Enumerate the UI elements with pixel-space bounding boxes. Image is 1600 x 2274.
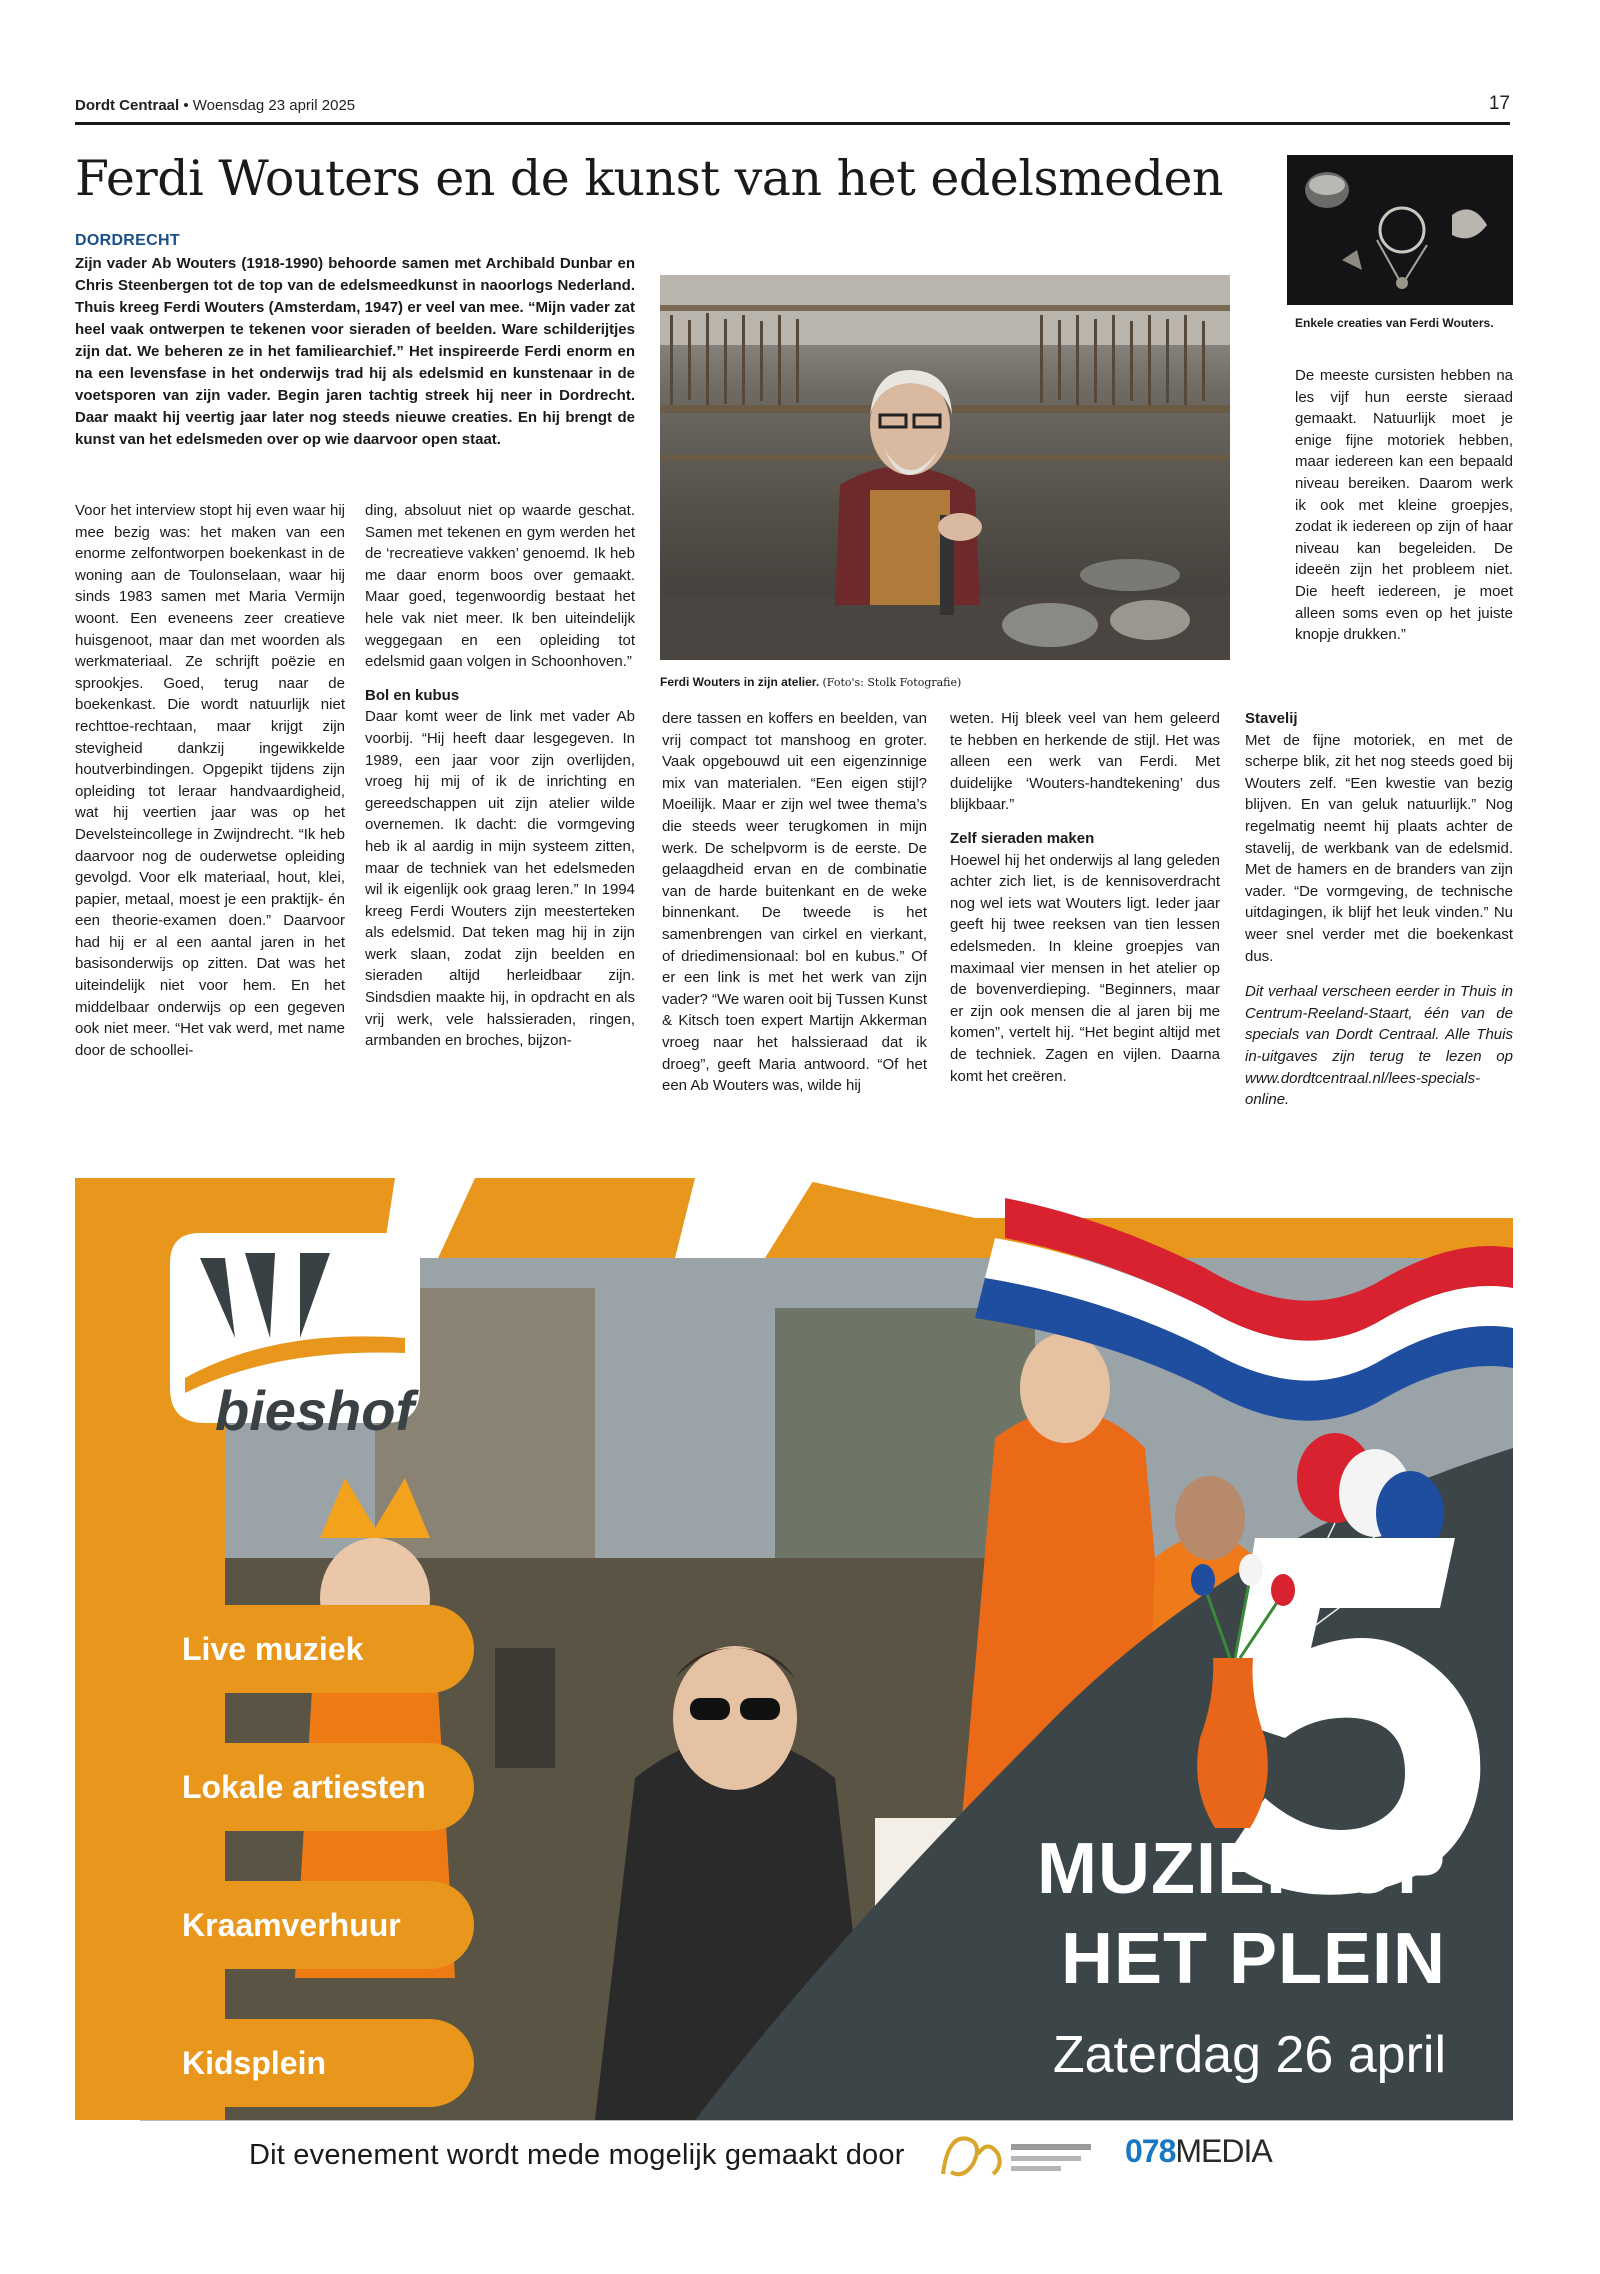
article-headline: Ferdi Wouters en de kunst van het edelsmeden xyxy=(75,150,1223,207)
page-header-meta xyxy=(75,97,355,114)
article-column-5 xyxy=(1245,708,1513,1111)
page-number: 17 xyxy=(1488,93,1510,114)
advertisement-bieshof[interactable] xyxy=(75,1178,1513,2194)
column-2-text-b: Daar komt weer de link met vader Ab voorbij. “Hij heeft daar lesgegeven. In 1989, een jaar voor zijn overlijden, vroeg hij mij of ik de inrichting en gereedschappen uit zijn atelier wilde overnemen. Ik dacht: die vormgeving heb ik al aardig in mijn systeem zitten, maar de techniek van het edelsmeden wil ik eigenlijk ook graag leren.” In 1994 kreeg Ferdi Wouters zijn meesterteken als edelsmid. Dat teken mag hij in zijn werk slaan, zodat zijn beelden en sieraden altijd herleidbaar zijn. Sindsdien maakte hij, in opdracht en als vrij werk, vele halssieraden, ringen, armbanden en broches, bijzon- xyxy=(365,708,635,1050)
078-logo-number: 078 xyxy=(1125,2133,1176,2169)
ad-sponsor-bar xyxy=(75,2120,1513,2194)
078-logo-word: MEDIA xyxy=(1175,2133,1272,2169)
column-3-text: dere tassen en koffers en beelden, van vrij compact tot manshoog en groter. Vaak opgebouwd uit een eigenzinnige mix van materialen. “Een eigen stijl? Moeilijk. Maar er zijn wel twee thema’s die steeds weer terugkomen in mijn werk. De schelpvorm is de eerste. De gelaagdheid ervan en de combinatie van de harde buitenkant en de weke binnenkant. De tweede is het samenbrengen van cirkel en vierkant, of driedimensionaal: bol en kubus.” Of er een link is met het werk van zijn vader? “We waren ooit bij Tussen Kunst & Kitsch toen expert Martijn Akkerman vroeg naar het halssieraad dat ik droeg”, geeft Maria antwoord. “Of het een Ab Wouters was, wilde hij xyxy=(662,710,927,1095)
photo-main-caption xyxy=(660,675,961,689)
column-2-text-a: ding, absoluut niet op waarde geschat. Samen met tekenen en gym werden het de ‘recreatieve vakken’ genoemd. Ik heb me daar enorm boos over gemaakt. Maar goed, tegenwoordig bestaat het hele vak niet meer. Ik ben uiteindelijk weggegaan en een opleiding tot edelsmid gaan volgen in Schoonhoven.” xyxy=(365,502,635,671)
article-intro: Zijn vader Ab Wouters (1918-1990) behoorde samen met Archibald Dunbar en Chris Steenbergen tot de top van de edelsmeedkunst in naoorlogs Nederland. Thuis kreeg Ferdi Wouters (Amsterdam, 1947) er veel van mee. “Mijn vader zat heel vaak ontwerpen te tekenen voor sieraden of beelden. Ware schilderijtjes zijn dat. We beheren ze in het familiearchief.” Het inspireerde Ferdi enorm en na een levensfase in het onderwijs trad hij als edelsmid en kunstenaar in de voetsporen van zijn vader. Begin jaren tachtig streek hij neer in Dordrecht. Daar maakt hij veertig jaar later nog steeds nieuwe creaties. En hij brengt de kunst van het edelsmeden over op wie daarvoor open staat. xyxy=(75,255,635,448)
column-5-text: Met de fijne motoriek, en met de scherpe blik, zit het nog steeds goed bij Wouters zelf. “Een kwestie van bezig blijven. En van geluk natuurlijk.” Nog regelmatig neemt hij plaats achter de stavelij, de werkbank van de edelsmid. Met de hamers en de branders van zijn vader. “De vormgeving, de technische uitdagingen, ik blijf het leuk vinden.” Nu weer snel verder met die boekenkast dus. xyxy=(1245,731,1513,965)
article-column-4 xyxy=(950,708,1220,1087)
feature-pill-kidsplein: Kidsplein xyxy=(142,2019,474,2107)
header-separator: • xyxy=(179,97,193,114)
article-dateline: DORDRECHT xyxy=(75,232,180,249)
column-1-text: Voor het interview stopt hij even waar hij mee bezig was: het maken van een enorme zelfontworpen boekenkast in de woning aan de Toulonselaan, waar hij sinds 1983 samen met Maria Vermijn woont. Een eveneens zeer creatieve huisgenoot, maar dan met woorden als werkmateriaal. Ze schrijft poëzie en sprookjes. Goed, terug naar de boekenkast. Die wordt natuurlijk niet rechttoe-rechtaan, maar krijgt zijn stevigheid dankzij ingewikkelde houtverbindingen. Opgepikt tijdens zijn opleiding tot leraar handvaardigheid, wat hij veertien jaar was op het Develsteincollege in Zwijndrecht. “Ik heb daarvoor nog de ouderwetse opleiding gevolgd. Voor elk materiaal, hout, klei, papier, metaal, moest je een praktijk- én een theorie-examen doen.” Daarvoor had hij er al een aantal jaren in het basisonderwijs op zitten. Dat was het uiteindelijk niet voor hem. En het middelbaar onderwijs op een gegeven ook niet meer. “Het vak werd, met name door de schoollei- xyxy=(75,502,345,1059)
column-side-text: De meeste cursisten hebben na les vijf hun eerste sieraad gemaakt. Natuurlijk moet je enige fijne motoriek hebben, maar iedereen kan een bepaald niveau bereiken. Daarom werk ik ook met kleine groepjes, zodat ik iedereen op zijn of haar niveau kan begeleiden. De ideeën zijn het probleem niet. Die heeft iedereen, je moet alleen soms even op het juiste knopje drukken.” xyxy=(1295,367,1513,644)
publication-name: Dordt Centraal xyxy=(75,97,180,114)
feature-pill-kraamverhuur: Kraamverhuur xyxy=(142,1881,474,1969)
article-column-3 xyxy=(662,708,927,1097)
photo-ferdi-atelier xyxy=(660,275,1230,660)
ad-title-line-1: MUZIEK OP xyxy=(1036,1829,1446,1909)
publication-date: Woensdag 23 april 2025 xyxy=(192,97,356,114)
ad-title-line-2: HET PLEIN xyxy=(1060,1919,1446,1999)
feature-pill-live-muziek: Live muziek xyxy=(142,1605,474,1693)
photo-main-credit: (Foto's: Stolk Fotografie) xyxy=(822,676,962,689)
photo-side-caption: Enkele creaties van Ferdi Wouters. xyxy=(1295,316,1494,330)
subheading-bol-en-kubus: Bol en kubus xyxy=(365,686,460,704)
column-4-text-a: weten. Hij bleek veel van hem geleerd te hebben en herkende de stijl. Het was alleen een werk van Ferdi. Met duidelijke ‘Wouters-handtekening’ dus blijkbaar.” xyxy=(950,710,1220,814)
header-rule xyxy=(75,122,1510,125)
photo-creations xyxy=(1287,155,1513,305)
bieshof-logo: bieshof xyxy=(215,1379,415,1442)
photo-main-caption-text: Ferdi Wouters in zijn atelier. xyxy=(660,675,820,689)
subheading-zelf-sieraden: Zelf sieraden maken xyxy=(950,829,1095,847)
078media-logo xyxy=(1125,2133,1272,2170)
subheading-stavelij: Stavelij xyxy=(1245,710,1298,727)
ad-event-date: Zaterdag 26 april xyxy=(1052,2026,1446,2084)
article-column-2 xyxy=(365,500,635,1052)
column-4-text-b: Hoewel hij het onderwijs al lang geleden achter zich liet, is de kennisoverdracht nog wel iets wat Wouters ligt. Ieder jaar geeft hij twee reeksen van tien lessen edelsmeden. In kleine groepjes van maximaal vier mensen in het atelier op de bovenverdieping. “Beginners, maar er zijn ook mensen die al jaren bij me komen”, vertelt hij. “Het begint altijd met de techniek. Zagen en vijlen. Daarna komt het creëren. xyxy=(950,851,1220,1085)
ad-bottom-rule xyxy=(140,2120,1513,2121)
article-credit: Dit verhaal verscheen eerder in Thuis in Centrum-Reeland-Staart, één van de specials van Dordt Centraal. Alle Thuis in-uitgaves zijn terug te lezen op www.dordtcentraal.nl/lees-specials-online. xyxy=(1245,983,1513,1109)
feature-pill-lokale-artiesten: Lokale artiesten xyxy=(142,1743,474,1831)
article-column-side xyxy=(1295,365,1513,646)
article-column-1 xyxy=(75,500,345,1061)
ondernemers-logo-icon xyxy=(933,2124,1103,2190)
sponsor-text: Dit evenement wordt mede mogelijk gemaakt door xyxy=(249,2139,905,2171)
